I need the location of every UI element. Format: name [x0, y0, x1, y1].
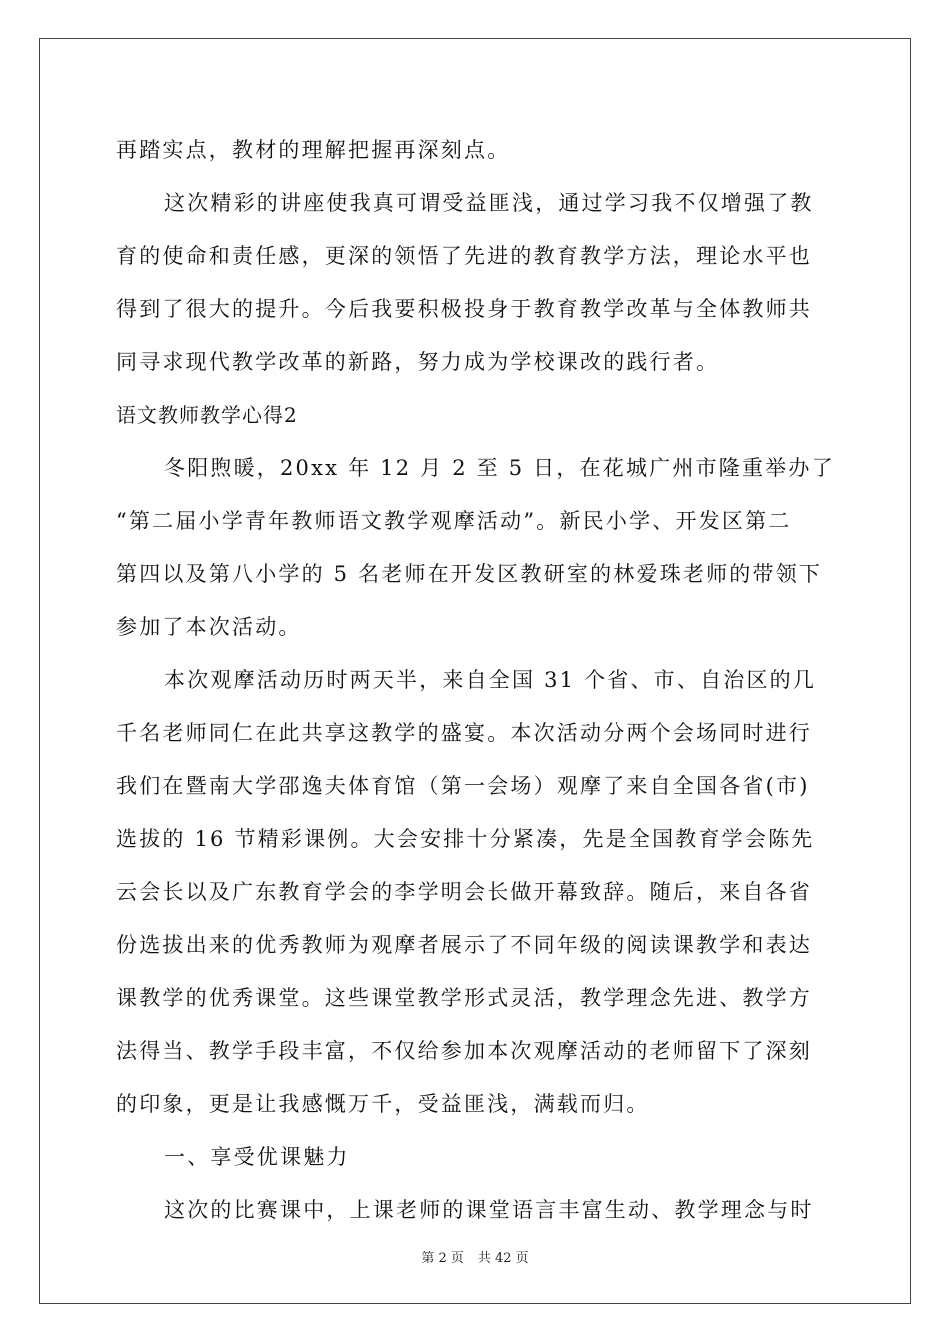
page-number: 第 2 页 [421, 1251, 464, 1266]
text-line: 参加了本次活动。 [116, 615, 302, 639]
text-line: 法得当、教学手段丰富，不仅给参加本次观摩活动的老师留下了深刻 [116, 1039, 812, 1063]
text-line: 同寻求现代教学改革的新路，努力成为学校课改的践行者。 [116, 350, 720, 374]
text-line: 的印象，更是让我感慨万千，受益匪浅，满载而归。 [116, 1092, 650, 1116]
page-footer [0, 1247, 950, 1266]
text-line: 我们在暨南大学邵逸夫体育馆（第一会场）观摩了来自全国各省(市) [116, 774, 810, 798]
text-line: 冬阳煦暖，20xx 年 12 月 2 至 5 日，在花城广州市隆重举办了 [164, 456, 835, 480]
text-line: 千名老师同仁在此共享这教学的盛宴。本次活动分两个会场同时进行 [116, 721, 812, 745]
text-line: 这次的比赛课中，上课老师的课堂语言丰富生动、教学理念与时 [164, 1198, 814, 1222]
text-line: 再踏实点，教材的理解把握再深刻点。 [116, 138, 511, 162]
subsection-heading: 一、享受优课魅力 [164, 1145, 350, 1169]
text-line: 课教学的优秀课堂。这些课堂教学形式灵活，教学理念先进、教学方 [116, 986, 812, 1010]
text-line: 第四以及第八小学的 5 名老师在开发区教研室的林爱珠老师的带领下 [116, 562, 823, 586]
text-line: 云会长以及广东教育学会的李学明会长做开幕致辞。随后，来自各省 [116, 880, 812, 904]
text-line: 本次观摩活动历时两天半，来自全国 31 个省、市、自治区的几 [164, 668, 817, 692]
text-line: 得到了很大的提升。今后我要积极投身于教育教学改革与全体教师共 [116, 297, 812, 321]
page-total: 共 42 页 [477, 1251, 529, 1266]
text-line: 这次精彩的讲座使我真可谓受益匪浅，通过学习我不仅增强了教 [164, 191, 814, 215]
text-line: 份选拔出来的优秀教师为观摩者展示了不同年级的阅读课教学和表达 [116, 933, 812, 957]
section-heading: 语文教师教学心得2 [116, 403, 298, 427]
document-body [116, 124, 836, 1237]
text-line: 育的使命和责任感，更深的领悟了先进的教育教学方法，理论水平也 [116, 244, 812, 268]
text-line: 选拔的 16 节精彩课例。大会安排十分紧凑，先是全国教育学会陈先 [116, 827, 815, 851]
text-line: “第二届小学青年教师语文教学观摩活动”。新民小学、开发区第二 [116, 509, 792, 533]
